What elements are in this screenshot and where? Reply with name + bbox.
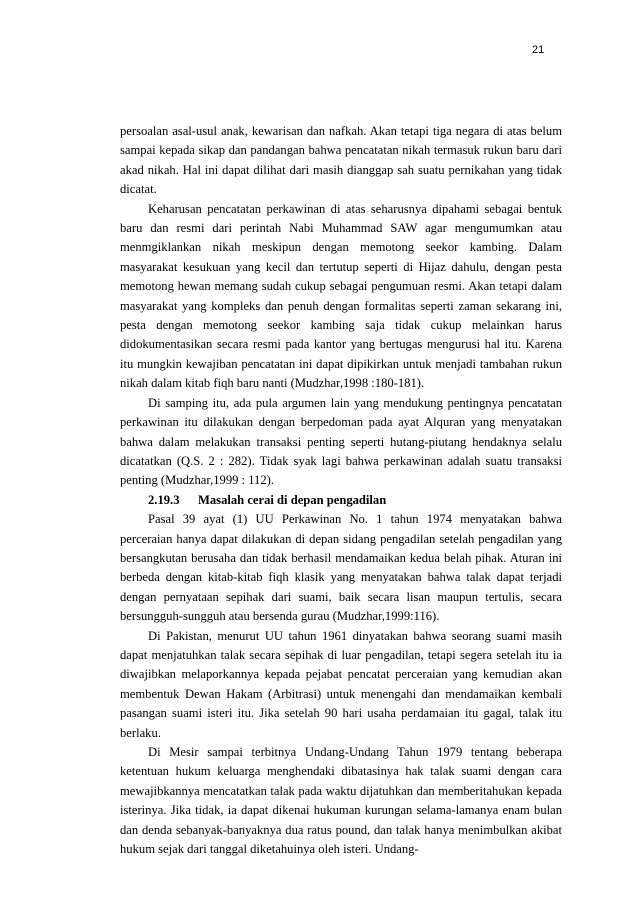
page-body (120, 122, 562, 859)
paragraph: Di Mesir sampai terbitnya Undang-Undang Tahun 1979 tentang beberapa ketentuan hukum keluarga menghendaki dibatasinya hak talak suami dengan cara mewajibkannya mencatatkan talak pada waktu dijatuhkan dan memberitahukan kepada isterinya. Jika tidak, ia dapat dikenai hukuman kurungan selama-lamanya enam bulan dan denda sebanyak-banyaknya dua ratus pound, dan talak hanya menimbulkan akibat hukum sejak dari tanggal diketahuinya oleh isteri. Undang- (120, 745, 562, 857)
paragraph: Di Pakistan, menurut UU tahun 1961 dinyatakan bahwa seorang suami masih dapat menjatuhkan talak secara sepihak di luar pengadilan, tetapi segera setelah itu ia diwajibkan melaporkannya kepada pejabat pencatat perceraian yang kemudian akan membentuk Dewan Hakam (Arbitrasi) untuk menengahi dan mendamaikan kembali pasangan suami isteri itu. Jika setelah 90 hari usaha perdamaian itu gagal, talak itu berlaku. (120, 628, 562, 740)
paragraph: Di samping itu, ada pula argumen lain yang mendukung pentingnya pencatatan perkawinan itu dilakukan dengan berpedoman pada ayat Alquran yang menyatakan bahwa dalam melakukan transaksi penting seperti hutang-piutang hendaknya selalu dicatatkan (Q.S. 2 : 282). Tidak syak lagi bahwa perkawinan adalah suatu transaksi penting (Mudzhar,1999 : 112). (120, 395, 562, 488)
section-heading (120, 491, 562, 510)
paragraph: Keharusan pencatatan perkawinan di atas seharusnya dipahami sebagai bentuk baru dan resmi dari perintah Nabi Muhammad SAW agar mengumumkan atau menmgiklankan nikah meskipun dengan memotong seekor kambing. Dalam masyarakat kesukuan yang kecil dan tertutup seperti di Hijaz dahulu, dengan pesta memotong hewan memang sudah cukup sebagai pengumuan resmi. Akan tetapi dalam masyarakat yang kompleks dan penuh dengan formalitas seperti zaman sekarang ini, pesta dengan memotong seekor kambing saja tidak cukup melainkan harus didokumentasikan secara resmi pada kantor yang bertugas mengurusi hal itu. Karena itu mungkin kewajiban pencatatan ini dapat dipikirkan untuk menjadi tambahan rukun nikah dalam kitab fiqh baru nanti (Mudzhar,1998 :180-181). (120, 201, 562, 391)
section-number: 2.19.3 (148, 492, 180, 507)
paragraph: persoalan asal-usul anak, kewarisan dan nafkah. Akan tetapi tiga negara di atas belum sampai kepada sikap dan pandangan bahwa pencatatan nikah termasuk rukun baru dari akad nikah. Hal ini dapat dilihat dari masih dianggap sah suatu pernikahan yang tidak dicatat. (120, 124, 562, 197)
page-number: 21 (532, 44, 545, 56)
section-title: Masalah cerai di depan pengadilan (198, 492, 387, 507)
paragraph: Pasal 39 ayat (1) UU Perkawinan No. 1 tahun 1974 menyatakan bahwa perceraian hanya dapat dilakukan di depan sidang pengadilan setelah pengadilan yang bersangkutan berusaha dan tidak berhasil mendamaikan kedua belah pihak. Aturan ini berbeda dengan kitab-kitab fiqh klasik yang menyatakan bahwa talak dapat terjadi dengan pernyataan sepihak dari suami, baik secara lisan maupun tertulis, secara bersungguh-sungguh atau bersenda gurau (Mudzhar,1999:116). (120, 512, 562, 624)
